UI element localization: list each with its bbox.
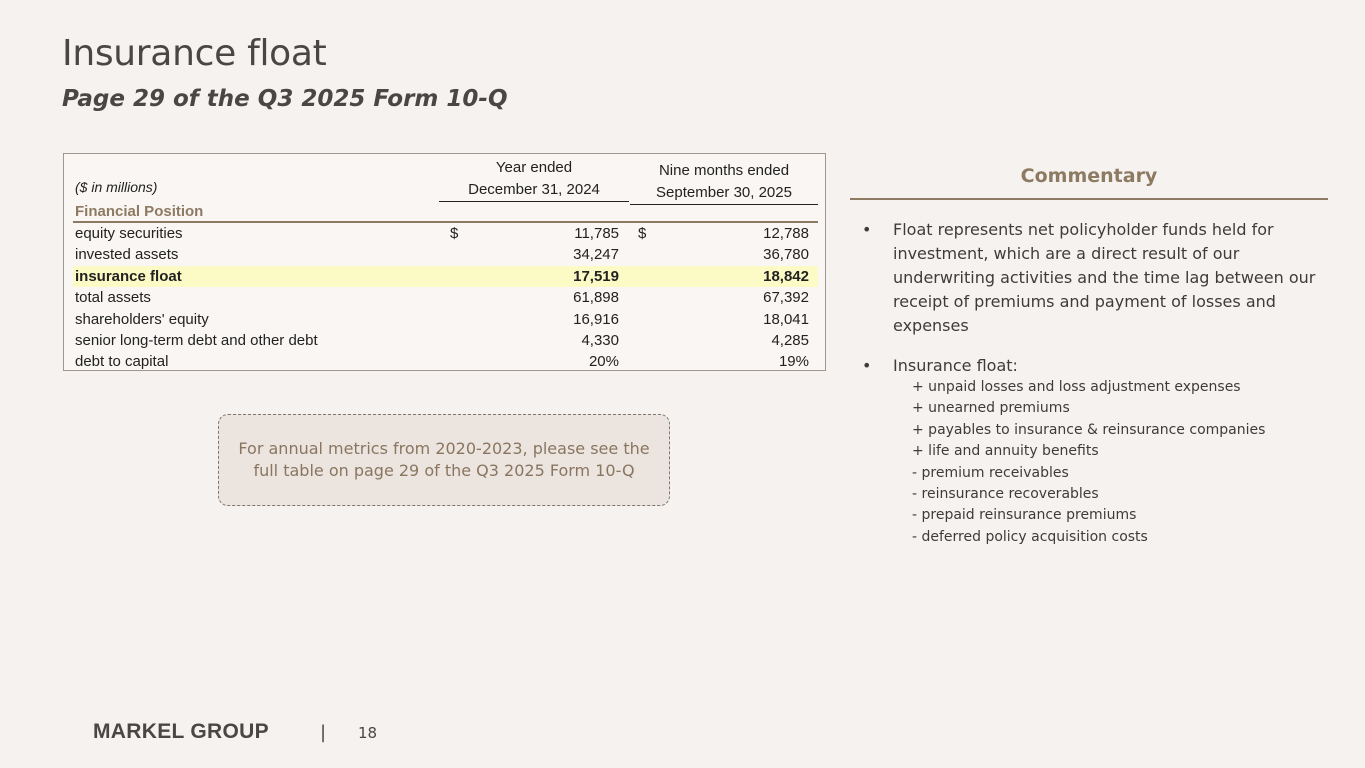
commentary-heading: Commentary	[1020, 165, 1158, 187]
value-2024: 17,519	[573, 267, 619, 285]
row-label: shareholders' equity	[75, 310, 209, 328]
row-label: total assets	[75, 289, 151, 307]
column-header-line2: December 31, 2024	[439, 179, 629, 202]
value-2024: 34,247	[573, 246, 619, 264]
value-2025: 4,285	[771, 331, 809, 349]
list-item: + life and annuity benefits	[912, 443, 1099, 460]
section-label: Financial Position	[75, 203, 204, 220]
list-item: + unpaid losses and loss adjustment expenses	[912, 379, 1241, 395]
list-item: + unearned premiums	[912, 400, 1070, 417]
table-row	[73, 309, 818, 330]
value-2024: 16,916	[573, 310, 619, 328]
column-header-line1: Year ended	[495, 159, 573, 176]
table-row-highlighted	[73, 266, 818, 287]
table-row	[73, 244, 818, 265]
value-2025: 67,392	[763, 289, 809, 307]
table-row	[73, 287, 818, 308]
column-header-nine-months-2025	[630, 160, 818, 205]
commentary-divider	[850, 198, 1328, 200]
financial-position-table	[63, 153, 826, 371]
list-item: - prepaid reinsurance premiums	[912, 507, 1137, 524]
row-label: senior long-term debt and other debt	[75, 331, 318, 349]
row-label: invested assets	[75, 246, 179, 264]
bullet-icon: •	[862, 356, 872, 375]
table-row	[73, 223, 818, 244]
table-body	[73, 223, 818, 373]
bullet-text: Float represents net policyholder funds held for investment, which are a direct result of our underwriting activities and the time lag between our receipt of premiums and payment of losses and expenses	[893, 220, 1316, 335]
list-item: + payables to insurance & reinsurance companies	[912, 421, 1266, 438]
note-text: For annual metrics from 2020-2023, please see the full table on page 29 of the Q3 2025 Form 10-Q	[238, 439, 650, 480]
column-header-line2: September 30, 2025	[630, 182, 818, 205]
column-header-year-2024	[439, 157, 629, 202]
unit-label: ($ in millions)	[75, 179, 158, 195]
list-item: - reinsurance recoverables	[912, 486, 1099, 503]
value-2025: 19%	[778, 353, 809, 371]
column-header-line1: Nine months ended	[658, 162, 790, 179]
list-item: - premium receivables	[912, 464, 1069, 481]
footer-separator: |	[320, 722, 327, 743]
value-2024: 4,330	[581, 331, 619, 349]
value-2024: 20%	[588, 353, 619, 371]
value-2024: 11,785	[574, 225, 619, 242]
table-row	[73, 330, 818, 351]
annual-metrics-note	[218, 414, 670, 506]
page-subtitle: Page 29 of the Q3 2025 Form 10-Q	[62, 86, 508, 112]
bullet-icon: •	[862, 220, 872, 239]
table-row	[73, 351, 818, 372]
page-number: 18	[358, 724, 378, 742]
list-item: - deferred policy acquisition costs	[912, 528, 1148, 545]
value-2025: 36,780	[763, 246, 809, 264]
company-logo: MARKEL GROUP	[93, 720, 269, 743]
currency-symbol: $	[450, 225, 459, 242]
bullet-text: Insurance float:	[893, 356, 1018, 375]
float-components-list	[912, 377, 1265, 548]
row-label: insurance float	[75, 267, 182, 285]
row-label: debt to capital	[75, 353, 169, 371]
value-2025: 12,788	[763, 225, 809, 242]
page-title: Insurance float	[62, 33, 327, 74]
value-2025: 18,842	[763, 267, 809, 285]
value-2024: 61,898	[573, 289, 619, 307]
row-label: equity securities	[75, 225, 183, 242]
value-2025: 18,041	[763, 310, 809, 328]
currency-symbol: $	[638, 225, 647, 242]
